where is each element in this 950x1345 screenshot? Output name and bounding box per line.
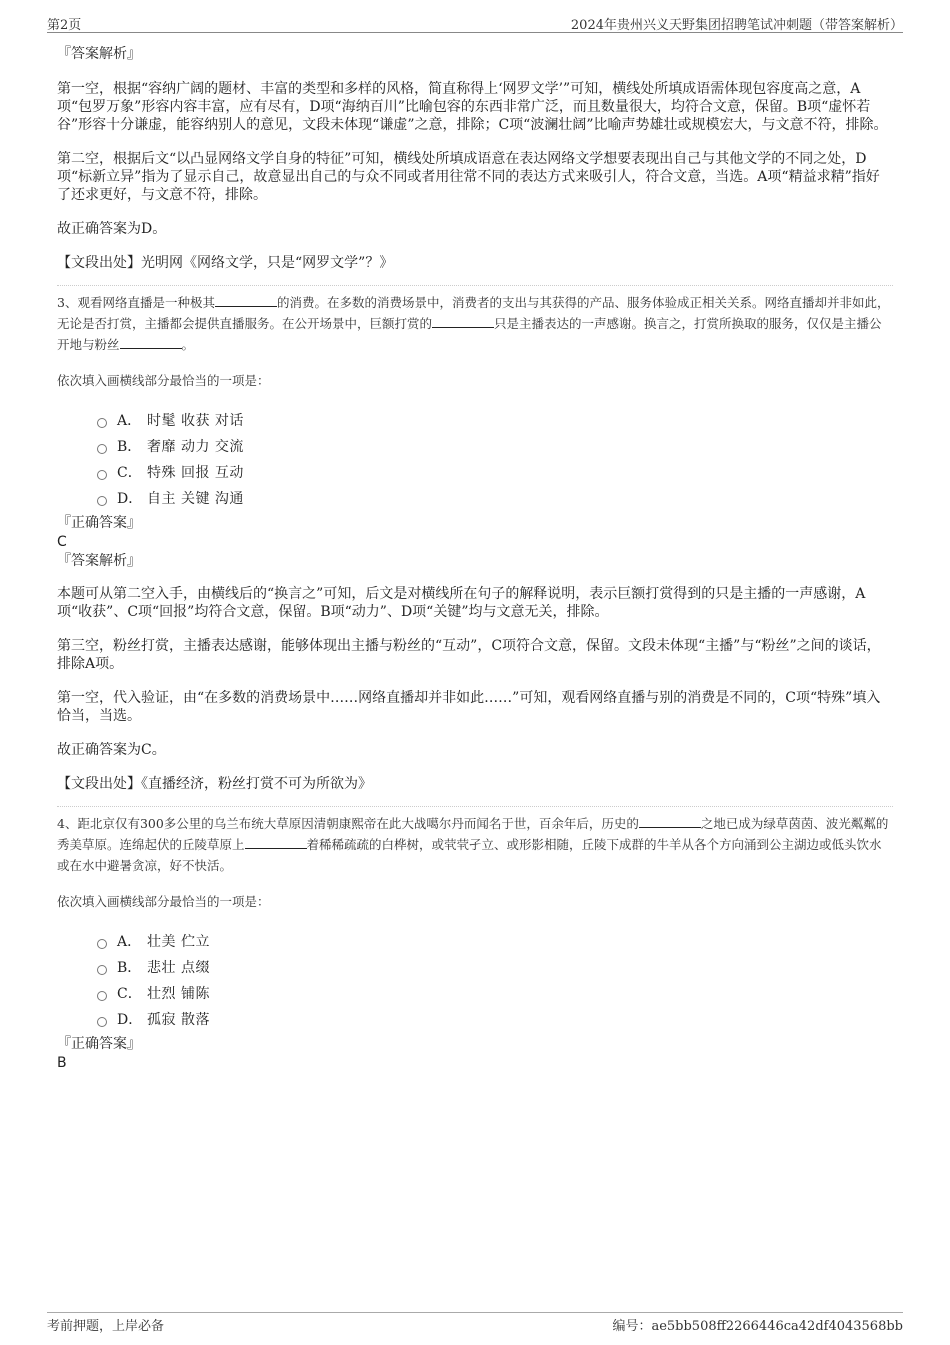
- divider: [57, 806, 893, 807]
- source-citation: 【文段出处】光明网《网络文学，只是“网罗文学”？》: [57, 255, 394, 271]
- q3-options: [97, 407, 893, 511]
- radio-icon[interactable]: [97, 470, 107, 480]
- radio-icon[interactable]: [97, 418, 107, 428]
- document-id: 编号：ae5bb508ff2266446ca42df4043568bb: [612, 1319, 903, 1334]
- analysis-paragraph: 第二空，根据后文“以凸显网络文学自身的特征”可知，横线处所填成语意在表达网络文学想要表现出自己与其他文学的不同之处，D项“标新立异”指为了显示自己，故意显出自己的与众不同或者用往常不同的表达方式来吸引人，符合文意，当选。A项“精益求精”指好了还求更好，与文意不符，排除。: [57, 151, 880, 203]
- blank: [120, 336, 182, 349]
- page-number: 第2页: [47, 18, 82, 33]
- correct-answer-tag: 『正确答案』: [57, 515, 141, 531]
- radio-icon[interactable]: [97, 1017, 107, 1027]
- radio-icon[interactable]: [97, 965, 107, 975]
- analysis-tag: 『答案解析』: [57, 46, 141, 62]
- document-body: [57, 44, 893, 1072]
- correct-answer: C: [57, 534, 67, 550]
- analysis-tag: 『答案解析』: [57, 553, 141, 569]
- footer-slogan: 考前押题，上岸必备: [47, 1319, 165, 1334]
- divider: [57, 285, 893, 286]
- question-prompt: 依次填入画横线部分最恰当的一项是：: [57, 373, 270, 388]
- blank: [432, 315, 494, 328]
- option-a[interactable]: A． 壮美 伫立: [97, 928, 893, 954]
- analysis-paragraph: 本题可从第二空入手，由横线后的“换言之”可知，后文是对横线所在句子的解释说明，表示巨额打赏得到的只是主播的一声感谢，A项“收获”、C项“回报”均符合文意，保留。B项“动力”、D项“关键”均与文意无关，排除。: [57, 586, 866, 620]
- correct-answer-tag: 『正确答案』: [57, 1036, 141, 1052]
- option-b[interactable]: B． 奢靡 动力 交流: [97, 433, 893, 459]
- option-c[interactable]: C． 壮烈 铺陈: [97, 980, 893, 1006]
- question-3-stem: 3、观看网络直播是一种极其 的消费。在多数的消费场景中，消费者的支出与其获得的产品、服务体验成正相关关系。网络直播却并非如此，无论是否打赏，主播都会提供直播服务。在公开场景中，巨额打赏的 只是主播表达的一声感谢。换言之，打赏所换取的服务，仅仅是主播公开地与粉丝 。: [57, 295, 890, 352]
- q4-options: [97, 928, 893, 1032]
- blank: [245, 836, 307, 849]
- page-header: [47, 14, 903, 33]
- question-4-stem: 4、距北京仅有300多公里的乌兰布统大草原因清朝康熙帝在此大战噶尔丹而闻名于世，百余年后，历史的 之地已成为绿草茵茵、波光粼粼的秀美草原。连绵起伏的丘陵草原上 着稀稀疏疏的白桦树，或茕茕孑立、或形影相随，丘陵下成群的牛羊从各个方向涌到公主湖边或低头饮水或在水中避暑贪凉，好不快活。: [57, 816, 889, 873]
- answer-conclusion: 故正确答案为D。: [57, 221, 167, 237]
- analysis-paragraph: 第一空，代入验证，由“在多数的消费场景中……网络直播却并非如此……”可知，观看网络直播与别的消费是不同的，C项“特殊”填入恰当，当选。: [57, 690, 881, 724]
- answer-conclusion: 故正确答案为C。: [57, 742, 166, 758]
- radio-icon[interactable]: [97, 991, 107, 1001]
- document-title: 2024年贵州兴义天野集团招聘笔试冲刺题（带答案解析）: [570, 18, 903, 33]
- blank: [639, 815, 701, 828]
- page-footer: [47, 1312, 903, 1333]
- blank: [215, 294, 277, 307]
- option-b[interactable]: B． 悲壮 点缀: [97, 954, 893, 980]
- option-c[interactable]: C． 特殊 回报 互动: [97, 459, 893, 485]
- option-a[interactable]: A． 时髦 收获 对话: [97, 407, 893, 433]
- radio-icon[interactable]: [97, 939, 107, 949]
- radio-icon[interactable]: [97, 496, 107, 506]
- option-d[interactable]: D． 自主 关键 沟通: [97, 485, 893, 511]
- source-citation: 【文段出处】《直播经济，粉丝打赏不可为所欲为》: [57, 776, 372, 792]
- question-prompt: 依次填入画横线部分最恰当的一项是：: [57, 894, 270, 909]
- option-d[interactable]: D． 孤寂 散落: [97, 1006, 893, 1032]
- radio-icon[interactable]: [97, 444, 107, 454]
- correct-answer: B: [57, 1055, 67, 1071]
- analysis-paragraph: 第一空，根据“容纳广阔的题材、丰富的类型和多样的风格，简直称得上‘网罗文学’”可知，横线处所填成语需体现包容度高之意，A项“包罗万象”形容内容丰富，应有尽有，D项“海纳百川”比喻包容的东西非常广泛，而且数量很大，均符合文意，保留。B项“虚怀若谷”形容十分谦虚，能容纳别人的意见，文段未体现“谦虚”之意，排除；C项“波澜壮阔”比喻声势雄壮或规模宏大，与文意不符，排除。: [57, 81, 888, 133]
- analysis-paragraph: 第三空，粉丝打赏，主播表达感谢，能够体现出主播与粉丝的“互动”，C项符合文意，保留。文段未体现“主播”与“粉丝”之间的谈话，排除A项。: [57, 638, 881, 672]
